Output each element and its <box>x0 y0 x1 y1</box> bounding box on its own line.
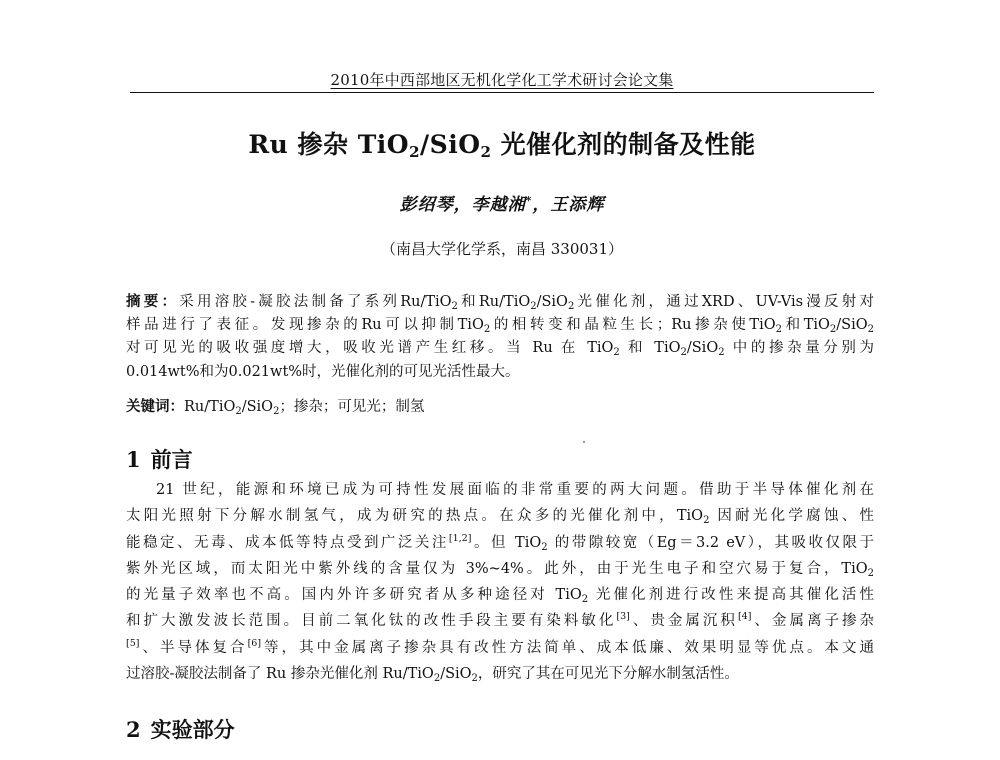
body-line-text: 能稳定、无毒、成本低等特点受到广泛关注[1,2]。但 TiO$_2$ 的带隙较宽（Eg＝3.2 eV），其吸收仅限于 <box>126 532 874 553</box>
body-line <box>126 556 874 582</box>
abstract-line-text: 样品进行了表征。发现掺杂的Ru可以抑制TiO$_2$的相转变和晶粒生长；Ru掺杂使TiO$_2$和TiO$_2$/SiO$_2$ <box>126 316 874 335</box>
abstract-line-text: 0.014wt%和为0.021wt%时，光催化剂的可见光活性最大。 <box>126 363 520 380</box>
authors-last: ，王添辉 <box>532 195 605 215</box>
section-title: 实验部分 <box>150 717 235 742</box>
body-line-text: 和扩大激发波长范围。目前二氧化钛的改性手段主要有染料敏化[3]、贵金属沉积[4]、金属离子掺杂 <box>126 611 874 630</box>
introduction-paragraph <box>126 477 874 687</box>
abstract-line <box>126 337 874 361</box>
abstract-label: 摘要： <box>126 293 180 310</box>
scan-speck <box>583 441 585 443</box>
section-heading-experimental <box>126 716 235 744</box>
keywords <box>126 395 874 419</box>
title-prefix: Ru 掺杂 TiO <box>248 130 410 159</box>
title-suffix: 光催化剂的制备及性能 <box>491 130 756 159</box>
body-line-text: 21 世纪，能源和环境已成为可持性发展面临的非常重要的两大问题。借助于半导体催化剂在 <box>156 482 874 498</box>
body-line-text: 的光量子效率也不高。国内外许多研究者从多种途径对 TiO$_2$ 光催化剂进行改性来提高其催化活性 <box>126 587 874 606</box>
body-line-text: 紫外光区域，而太阳光中紫外线的含量仅为 3%~4%。此外，由于光生电子和空穴易于复合，TiO$_2$ <box>126 560 874 579</box>
abstract-line-text: 对可见光的吸收强度增大，吸收光谱产生红移。当 Ru 在 TiO$_2$ 和 TiO$_2$/SiO$_2$ 中的掺杂量分别为 <box>126 340 874 358</box>
section-number: 2 <box>126 717 141 742</box>
author-list <box>130 193 874 217</box>
title-subscript-2: 2 <box>480 143 492 161</box>
body-line <box>126 503 874 529</box>
affiliation: （南昌大学化学系，南昌 330031） <box>380 240 624 258</box>
running-header-text: 2010年中西部地区无机化学化工学术研讨会论文集 <box>330 71 674 89</box>
body-line <box>126 608 874 634</box>
keywords-text: Ru/TiO$_2$/SiO$_2$；掺杂；可见光；制氢 <box>184 399 425 417</box>
body-line <box>126 477 874 503</box>
title-subscript-1: 2 <box>409 143 421 161</box>
abstract-line <box>126 361 874 385</box>
paper-title <box>130 128 874 162</box>
body-line-text: 过溶胶-凝胶法制备了 Ru 掺杂光催化剂 Ru/TiO$_2$/SiO$_2$，研究了其在可见光下分解水制氢活性。 <box>126 666 739 685</box>
section-title: 前言 <box>150 447 193 472</box>
keywords-label: 关键词： <box>126 398 184 415</box>
section-number: 1 <box>126 447 141 472</box>
corresponding-author-marker: * <box>525 194 533 207</box>
body-line-text: 太阳光照射下分解水制氢气，成为研究的热点。在众多的光催化剂中，TiO$_2$ 因耐光化学腐蚀、性 <box>126 508 874 527</box>
body-line <box>126 635 874 661</box>
abstract-line <box>126 314 874 338</box>
abstract <box>126 290 874 384</box>
abstract-line <box>126 290 874 314</box>
header-rule <box>130 92 874 93</box>
title-mid: /SiO <box>420 130 481 159</box>
body-line <box>126 661 874 687</box>
body-line <box>126 582 874 608</box>
section-heading-introduction <box>126 446 193 474</box>
body-line-text: [5]、半导体复合[6]等，其中金属离子掺杂具有改性方法简单、成本低廉、效果明显等优点。本文通 <box>126 637 874 656</box>
body-line <box>126 530 874 556</box>
abstract-line-text: 采用溶胶-凝胶法制备了系列Ru/TiO$_2$和Ru/TiO$_2$/SiO$_2$光催化剂，通过XRD、UV-Vis漫反射对 <box>179 294 874 312</box>
running-header <box>130 70 874 90</box>
authors-first: 彭绍琴，李越湘 <box>399 195 526 215</box>
